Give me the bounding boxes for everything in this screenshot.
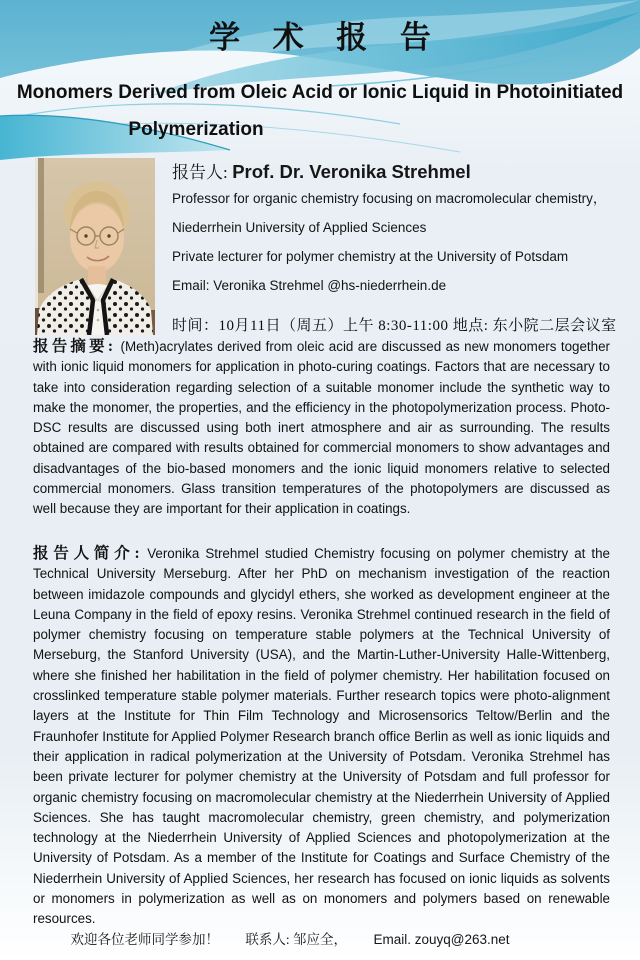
speaker-section xyxy=(35,158,617,335)
abstract-paragraph xyxy=(33,337,610,520)
bio-paragraph xyxy=(33,544,610,930)
contact-email: Email. zouyq@263.net xyxy=(373,932,510,947)
speaker-photo xyxy=(35,158,155,335)
lecture-title-line2: Polymerization xyxy=(128,119,264,140)
speaker-role-line: Niederrhein University of Applied Sciences xyxy=(172,220,427,235)
portrait-illustration xyxy=(35,158,155,335)
speaker-label: 报告人: xyxy=(172,163,228,182)
speaker-role-line: Professor for organic chemistry focusing on macromolecular chemistry， xyxy=(172,191,607,206)
speaker-name: Prof. Dr. Veronika Strehmel xyxy=(232,161,471,182)
bio-text: Veronika Strehmel studied Chemistry focusing on polymer chemistry at the Technical University Merseburg. After her PhD on mechanism investigation of the reaction between imidazole compounds and glycidyl ethers, she worked as development engineer at the Leuna Company in the field of epoxy resins. Veronika Strehmel continued research in the field of polymer chemistry focusing on temperature stable polymers at the Technical University of Merseburg, the Stanford University (USA), and the Martin-Luther-University Halle-Wittenberg, where she finished her habilitation in the field of polymer chemistry. Her habilitation focused on crosslinked temperature stable polymer materials. Further research topics were photo-alignment layers at the Institute for Thin Film Technology and Microsensorics Teltow/Berlin and the Fraunhofer Institute for Applied Polymer Research branch office Berlin as well as ionic liquids and their application in radical polymerization at the University of Potsdam. Veronika Strehmel has been private lecturer for polymer chemistry at the University of Potsdam and full professor for organic chemistry focusing on macromolecular chemistry at the Niederrhein University of Applied Sciences. She has taught macromolecular chemistry, green chemistry, and polymerization technology at the Niederrhein University of Applied Sciences and photopolymerization at the University of Potsdam. As a member of the Institute for Coatings and Surface Chemistry of the Niederrhein University of Applied Sciences, her research has focused on ionic liquids as solvents or monomers in polymerization as well as on monomers and polymers based on renewable resources. xyxy=(33,546,610,927)
speaker-email-line: Email: Veronika Strehmel @hs-niederrhein.de xyxy=(172,278,447,293)
abstract-label: 报告摘要: xyxy=(33,338,116,355)
lecture-title-line1: Monomers Derived from Oleic Acid or Ionic Liquid in Photoinitiated xyxy=(16,82,624,103)
welcome-text: 欢迎各位老师同学参加！ xyxy=(70,932,219,947)
contact-person: 联系人: 邹应全， xyxy=(245,932,348,947)
speaker-role-line: Private lecturer for polymer chemistry at the University of Potsdam xyxy=(172,249,569,264)
speaker-info xyxy=(172,158,617,335)
bio-label: 报告人简介: xyxy=(33,545,143,562)
speaker-name-line xyxy=(172,158,617,184)
abstract-text: (Meth)acrylates derived from oleic acid are discussed as new monomers together with ionic liquid monomers for application in photo-curing coatings. Factors that are necessary to take into consideration regarding selection of a suitable monomer include the synthetic way to make the monomer, the properties, and the efficiency in the photopolymerization process. Photo-DSC results are discussed using both inert atmosphere and air as surrounding. The results obtained are compared with results obtained for commercial monomers to show advantages and disadvantages of the bio-based monomers and the ionic liquid monomers relative to selected commercial monomers. Glass transition temperatures of the photopolymers are discussed as well because they are important for their application in coatings. xyxy=(33,339,610,517)
footer-contact-line xyxy=(0,928,580,949)
schedule-line: 时间：10月11日（周五）上午 8:30-11:00 地点: 东小院二层会议室 xyxy=(172,318,617,334)
page-title-chinese: 学 术 报 告 xyxy=(209,20,443,55)
